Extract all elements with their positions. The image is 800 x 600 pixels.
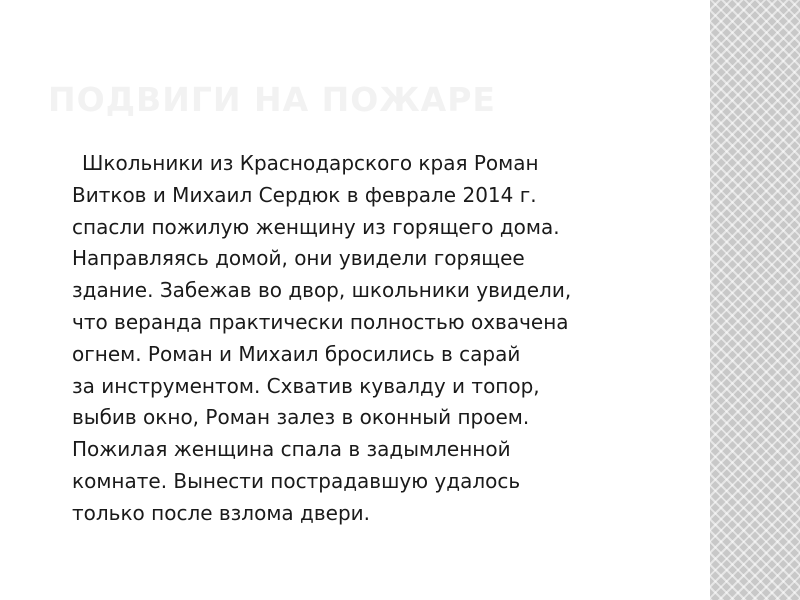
body-line: огнем. Роман и Михаил бросились в сарай — [72, 341, 521, 366]
slide-body-text — [72, 148, 672, 530]
body-line-text: Школьники из Краснодарского края Роман — [82, 151, 539, 175]
body-line: спасли пожилую женщину из горящего дома. — [72, 214, 560, 239]
body-line: здание. Забежав во двор, школьники увидели, — [72, 278, 572, 303]
body-line: Витков и Михаил Сердюк в феврале 2014 г. — [72, 182, 537, 207]
body-line: только после взлома двери. — [72, 500, 370, 525]
decorative-side-band — [710, 0, 800, 600]
body-line: Направляясь домой, они увидели горящее — [72, 246, 525, 271]
body-line: Пожилая женщина спала в задымленной — [72, 437, 511, 462]
body-line — [72, 148, 672, 180]
slide-title: ПОДВИГИ НА ПОЖАРЕ — [48, 80, 496, 119]
body-line: что веранда практически полностью охвачена — [72, 309, 569, 334]
body-line: выбив окно, Роман залез в оконный проем. — [72, 405, 530, 430]
body-line: за инструментом. Схватив кувалду и топор, — [72, 373, 540, 398]
body-line: комнате. Вынести пострадавшую удалось — [72, 468, 521, 493]
